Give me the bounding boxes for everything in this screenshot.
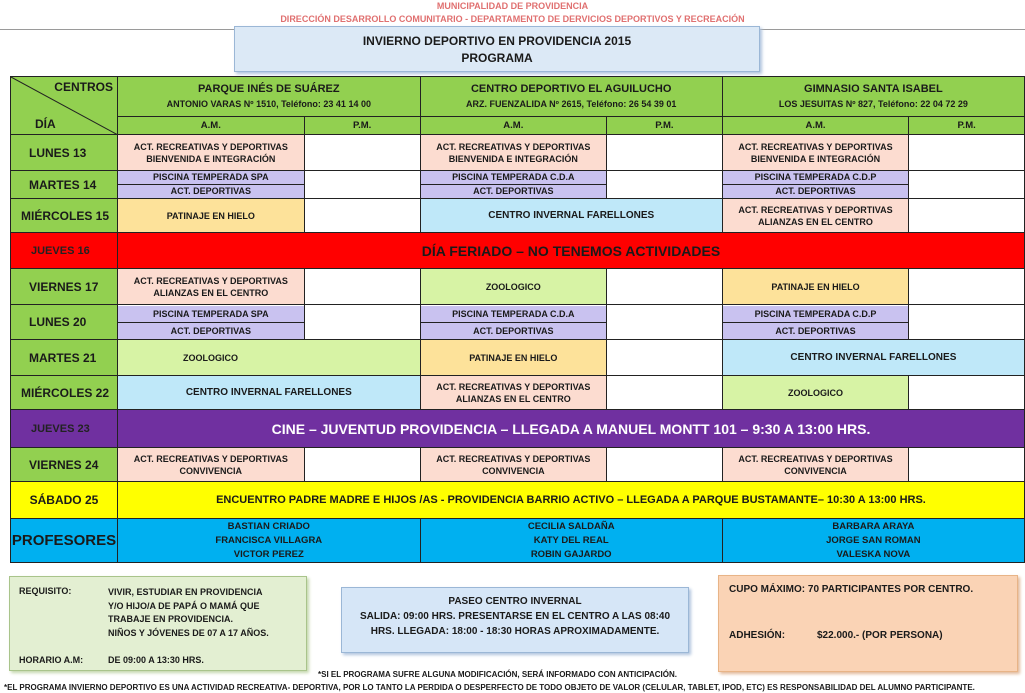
activity-cell: PISCINA TEMPERADA SPA ACT. DEPORTIVAS: [117, 171, 304, 199]
encuentro-banner: ENCUENTRO PADRE MADRE E HIJOS /AS - PROVIDENCIA BARRIO ACTIVO – LLEGADA A PARQUE BUSTAMANTE– 10:30 A 13:00 HRS.: [117, 482, 1024, 519]
activity-cell: ACT. RECREATIVAS Y DEPORTIVAS ALIANZAS EN EL CENTRO: [722, 199, 908, 233]
cupo-text: CUPO MÁXIMO: 70 PARTICIPANTES POR CENTRO.: [729, 584, 974, 595]
activity-cell: PISCINA TEMPERADA C.D.A ACT. DEPORTIVAS: [420, 305, 606, 340]
day-label: MARTES 21: [11, 340, 118, 376]
empty-cell: [304, 171, 420, 199]
activity-cell: ZOOLOGICO: [117, 340, 420, 376]
activity-cell: CENTRO INVERNAL FARELLONES: [722, 340, 1024, 376]
department-name: DIRECCIÓN DESARROLLO COMUNITARIO - DEPARTAMENTO DE DERVICIOS DEPORTIVOS Y RECREACIÓN: [280, 14, 745, 24]
cupo-box: [718, 575, 1018, 672]
empty-cell: [909, 199, 1025, 233]
center-address: LOS JESUITAS Nº 827, Teléfono: 22 04 72 29: [778, 98, 968, 109]
profesores-label: PROFESORES: [11, 519, 118, 563]
empty-cell: [304, 135, 420, 171]
day-label: SÁBADO 25: [11, 482, 118, 519]
cine-banner: CINE – JUVENTUD PROVIDENCIA – LLEGADA A MANUEL MONTT 101 – 9:30 A 13:00 HRS.: [117, 410, 1024, 448]
pm-header: P.M.: [909, 117, 1025, 135]
day-label: VIERNES 24: [11, 448, 118, 482]
profesores-cell: CECILIA SALDAÑA KATY DEL REAL ROBIN GAJARDO: [420, 519, 722, 563]
activity-cell: PISCINA TEMPERADA C.D.P ACT. DEPORTIVAS: [722, 171, 908, 199]
activity-cell: ACT. RECREATIVAS Y DEPORTIVAS ALIANZAS EN EL CENTRO: [420, 376, 606, 410]
activity-cell: PATINAJE EN HIELO: [420, 340, 606, 376]
activity-cell: ACT. RECREATIVAS Y DEPORTIVAS BIENVENIDA E INTEGRACIÓN: [420, 135, 606, 171]
empty-cell: [304, 448, 420, 482]
profesores-cell: BARBARA ARAYA JORGE SAN ROMAN VALESKA NOVA: [722, 519, 1024, 563]
empty-cell: [607, 135, 723, 171]
empty-cell: [909, 305, 1025, 340]
municipality-name: MUNICIPALIDAD DE PROVIDENCIA: [436, 1, 589, 11]
empty-cell: [304, 199, 420, 233]
activity-cell: PATINAJE EN HIELO: [117, 199, 304, 233]
day-label: LUNES 20: [11, 305, 118, 340]
day-label: JUEVES 23: [11, 410, 118, 448]
day-label: JUEVES 16: [11, 233, 118, 269]
day-label: LUNES 13: [11, 135, 118, 171]
activity-cell: PATINAJE EN HIELO: [722, 269, 908, 305]
center-header-2: [420, 77, 722, 117]
activity-cell: PISCINA TEMPERADA C.D.P ACT. DEPORTIVAS: [722, 305, 908, 340]
pm-header: P.M.: [304, 117, 420, 135]
holiday-banner: DÍA FERIADO – NO TENEMOS ACTIVIDADES: [117, 233, 1024, 269]
empty-cell: [909, 135, 1025, 171]
page-title: INVIERNO DEPORTIVO EN PROVIDENCIA 2015: [362, 34, 632, 48]
activity-cell: ACT. RECREATIVAS Y DEPORTIVAS ALIANZAS EN EL CENTRO: [117, 269, 304, 305]
center-name: GIMNASIO SANTA ISABEL: [804, 82, 943, 95]
empty-cell: [909, 269, 1025, 305]
horario-label: HORARIO A.M:: [19, 655, 84, 665]
paseo-llegada: HRS. LLEGADA: 18:00 - 18:30 HORAS APROXIMADAMENTE.: [370, 626, 660, 637]
day-label: VIERNES 17: [11, 269, 118, 305]
corner-cell: [11, 77, 118, 135]
center-address: ARZ. FUENZALIDA Nº 2615, Teléfono: 26 54 39 01: [466, 98, 677, 109]
center-address: ANTONIO VARAS Nº 1510, Teléfono: 23 41 14 00: [166, 98, 371, 109]
paseo-salida: SALIDA: 09:00 HRS. PRESENTARSE EN EL CENTRO A LAS 08:40: [359, 611, 671, 622]
center-name: CENTRO DEPORTIVO EL AGUILUCHO: [470, 82, 672, 95]
am-header: A.M.: [420, 117, 606, 135]
empty-cell: [304, 269, 420, 305]
activity-cell: ZOOLOGICO: [420, 269, 606, 305]
corner-dia-label: DÍA: [35, 117, 56, 131]
paseo-title: PASEO CENTRO INVERNAL: [448, 596, 582, 607]
requisito-label: REQUISITO:: [19, 586, 72, 596]
activity-cell: ACT. RECREATIVAS Y DEPORTIVAS BIENVENIDA E INTEGRACIÓN: [722, 135, 908, 171]
empty-cell: [607, 171, 723, 199]
empty-cell: [607, 448, 723, 482]
center-name: PARQUE INÉS DE SUÁREZ: [197, 82, 340, 95]
activity-cell: PISCINA TEMPERADA C.D.A ACT. DEPORTIVAS: [420, 171, 606, 199]
schedule-table: [10, 76, 1025, 563]
activity-cell: PISCINA TEMPERADA SPA ACT. DEPORTIVAS: [117, 305, 304, 340]
title-box: [234, 26, 760, 72]
empty-cell: [607, 340, 723, 376]
am-header: A.M.: [117, 117, 304, 135]
activity-cell: ACT. RECREATIVAS Y DEPORTIVAS CONVIVENCIA: [420, 448, 606, 482]
corner-centros-label: CENTROS: [54, 80, 113, 94]
horario-value: DE 09:00 A 13:30 HRS.: [108, 655, 204, 665]
empty-cell: [607, 269, 723, 305]
day-label: MIÉRCOLES 22: [11, 376, 118, 410]
am-header: A.M.: [722, 117, 908, 135]
activity-cell: CENTRO INVERNAL FARELLONES: [420, 199, 722, 233]
requisitos-box: [9, 576, 307, 671]
activity-cell: ACT. RECREATIVAS Y DEPORTIVAS BIENVENIDA E INTEGRACIÓN: [117, 135, 304, 171]
day-label: MARTES 14: [11, 171, 118, 199]
modification-note: *SI EL PROGRAMA SUFRE ALGUNA MODIFICACIÓN, SERÁ INFORMADO CON ANTICIPACIÓN.: [318, 670, 677, 679]
empty-cell: [909, 376, 1025, 410]
center-header-1: [117, 77, 420, 117]
activity-cell: CENTRO INVERNAL FARELLONES: [117, 376, 420, 410]
profesores-cell: BASTIAN CRIADO FRANCISCA VILLAGRA VICTOR PEREZ: [117, 519, 420, 563]
empty-cell: [607, 305, 723, 340]
responsibility-note: *EL PROGRAMA INVIERNO DEPORTIVO ES UNA ACTIVIDAD RECREATIVA- DEPORTIVA, POR LO TANTO LA PERDIDA O DESPERFECTO DE TODO OBJETO DE VALOR (CELULAR, TABLET, IPOD, ETC) ES RESPONSABILIDAD DEL ALUMNO PARTICIPANTE.: [4, 683, 975, 692]
activity-cell: ACT. RECREATIVAS Y DEPORTIVAS CONVIVENCIA: [722, 448, 908, 482]
adhesion-value: $22.000.- (POR PERSONA): [817, 630, 943, 641]
activity-cell: ACT. RECREATIVAS Y DEPORTIVAS CONVIVENCIA: [117, 448, 304, 482]
empty-cell: [607, 376, 723, 410]
day-label: MIÉRCOLES 15: [11, 199, 118, 233]
adhesion-label: ADHESIÓN:: [729, 630, 786, 641]
pm-header: P.M.: [607, 117, 723, 135]
center-header-3: [722, 77, 1024, 117]
activity-cell: ZOOLOGICO: [722, 376, 908, 410]
empty-cell: [909, 448, 1025, 482]
requisito-text: VIVIR, ESTUDIAR EN PROVIDENCIA Y/O HIJO/A DE PAPÁ O MAMÁ QUE TRABAJE EN PROVIDENCIA. NIÑOS Y JÓVENES DE 07 A 17 AÑOS.: [108, 587, 269, 638]
page-subtitle: PROGRAMA: [461, 51, 533, 65]
paseo-box: [341, 587, 689, 653]
empty-cell: [304, 305, 420, 340]
empty-cell: [909, 171, 1025, 199]
